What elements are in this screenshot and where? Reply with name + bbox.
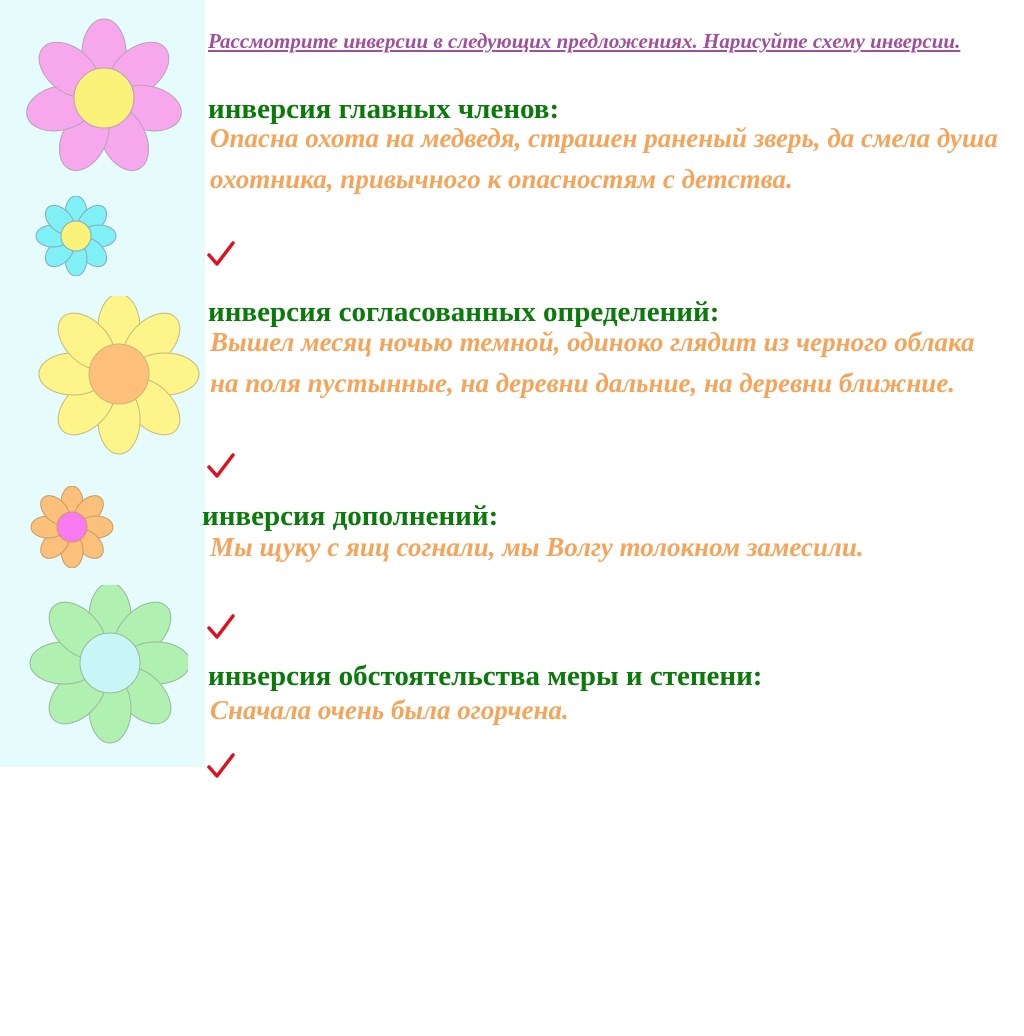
checkmark-icon bbox=[206, 452, 236, 482]
example-main-members: Опасна охота на медведя, страшен раненый зверь, да смела душа охотника, привычного к опасностям с детства. bbox=[210, 123, 998, 194]
example-adverbial-measure: Сначала очень была огорчена. bbox=[210, 695, 569, 725]
heading-main-members: инверсия главных членов: bbox=[208, 93, 560, 125]
checkmark-icon bbox=[206, 752, 236, 782]
heading-agreed-attributes: инверсия согласованных определений: bbox=[208, 296, 720, 328]
green-flower-icon bbox=[22, 585, 188, 745]
heading-adverbial-measure: инверсия обстоятельства меры и степени: bbox=[208, 660, 763, 692]
example-agreed-attributes: Вышел месяц ночью темной, одиноко глядит из черного облака на поля пустынные, на деревни дальние, на деревни ближние. bbox=[210, 327, 975, 398]
checkmark-icon bbox=[206, 613, 236, 643]
cyan-flower-icon bbox=[34, 196, 118, 276]
yellow-flower-icon bbox=[36, 296, 202, 456]
pink-flower-icon bbox=[18, 18, 190, 178]
task-instruction: Рассмотрите инверсии в следующих предложениях. Нарисуйте схему инверсии. bbox=[208, 29, 961, 53]
heading-objects: инверсия дополнений: bbox=[202, 500, 499, 532]
orange-flower-icon bbox=[30, 486, 116, 568]
example-objects: Мы щуку с яиц согнали, мы Волгу толокном замесили. bbox=[210, 532, 864, 562]
checkmark-icon bbox=[206, 240, 236, 270]
